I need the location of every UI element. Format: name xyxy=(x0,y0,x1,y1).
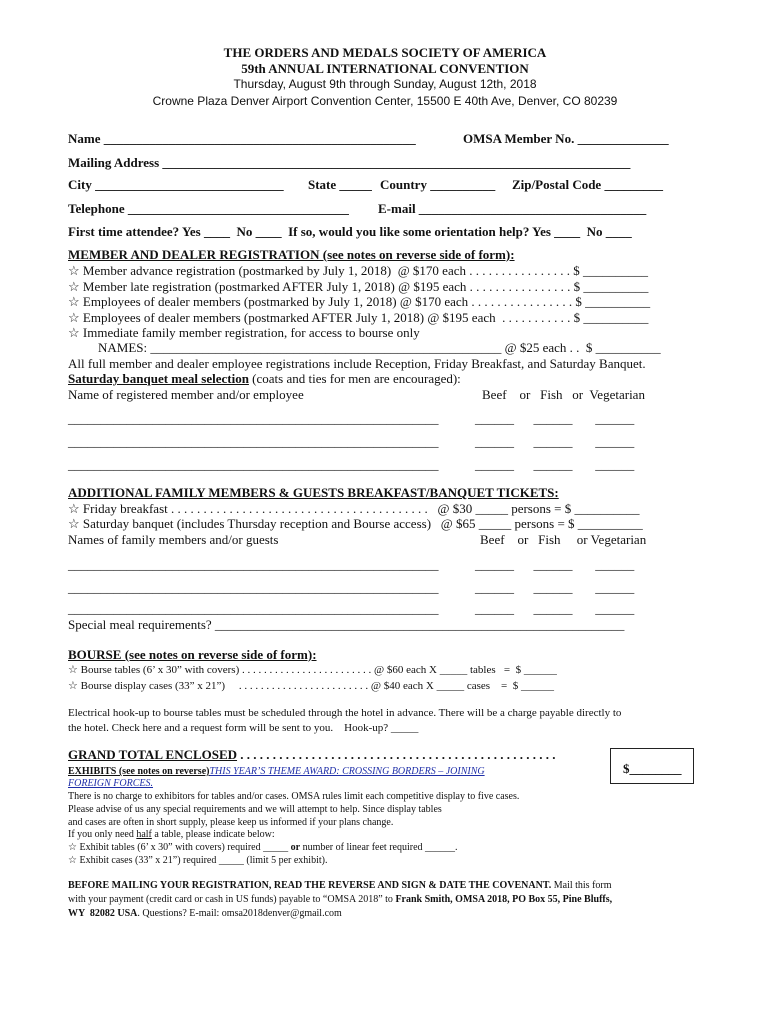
banquet-selection-line xyxy=(68,372,461,385)
footer-line-1 xyxy=(68,881,612,891)
guests-heading: ADDITIONAL FAMILY MEMBERS & GUESTS BREAKFAST/BANQUET TICKETS: xyxy=(68,485,559,500)
grand-total-box[interactable] xyxy=(610,748,694,784)
org-title: THE ORDERS AND MEDALS SOCIETY OF AMERICA xyxy=(223,45,547,60)
bourse-heading: BOURSE (see notes on reverse side of form): xyxy=(68,647,317,662)
grand-total-amount[interactable]: $________ xyxy=(623,761,682,776)
guest-names-column: Names of family members and/or guests xyxy=(68,532,279,547)
country-field[interactable]: Country __________ xyxy=(380,177,496,192)
covenant-warning: BEFORE MAILING YOUR REGISTRATION, READ THE REVERSE AND SIGN & DATE THE COVENANT. xyxy=(68,880,552,891)
theme-award-link[interactable]: THIS YEAR’S THEME AWARD: CROSSING BORDERS – JOINING xyxy=(209,766,485,777)
exhibits-heading: EXHIBITS (see notes on reverse) xyxy=(68,766,210,777)
member-number-field[interactable]: OMSA Member No. ______________ xyxy=(463,131,669,146)
exhibit-tables-post[interactable]: number of linear feet required ______. xyxy=(300,842,458,853)
saturday-banquet-line[interactable]: ☆ Saturday banquet (includes Thursday reception and Bourse access) @ $65 _____ persons = $ __________ xyxy=(68,516,643,531)
mailing-address-field[interactable]: Mailing Address ________________________________________________________________________ xyxy=(68,155,631,170)
electrical-hookup-field[interactable]: the hotel. Check here and a request form will be sent to you. Hook-up? _____ xyxy=(68,722,419,734)
friday-breakfast-line[interactable]: ☆ Friday breakfast . . . . . . . . . . . . . . . . . . . . . . . . . . . . . . . . . . . . . . . . @ $30 _____ persons = $ __________ xyxy=(68,501,640,516)
registered-member-column: Name of registered member and/or employee xyxy=(68,387,304,402)
convention-dates: Thursday, August 9th through Sunday, August 12th, 2018 xyxy=(233,77,537,91)
family-bourse-line: ☆ Immediate family member registration, for access to bourse only xyxy=(68,325,420,340)
exhibits-heading-line xyxy=(68,767,485,777)
member-late-line[interactable]: ☆ Member late registration (postmarked AFTER July 1, 2018) @ $195 each . . . . . . . . . . . . . . . . $ __________ xyxy=(68,279,649,294)
bourse-tables-line[interactable]: ☆ Bourse tables (6’ x 30” with covers) . . . . . . . . . . . . . . . . . . . . . . . . @ $60 each X _____ tables = $ ______ xyxy=(68,664,557,676)
name-field[interactable]: Name ________________________________________________ xyxy=(68,131,416,146)
member-advance-line[interactable]: ☆ Member advance registration (postmarked by July 1, 2018) @ $170 each . . . . . . . . . . . . . . . . $ __________ xyxy=(68,263,648,278)
guest-meal-blanks[interactable]: ______ ______ ______ xyxy=(475,580,635,595)
member-meal-blanks[interactable]: ______ ______ ______ xyxy=(475,457,635,472)
family-names-field[interactable]: NAMES: ______________________________________________________ @ $25 each . . $ __________ xyxy=(98,340,661,355)
first-time-attendee[interactable]: First time attendee? Yes ____ No ____ If so, would you like some orientation help? Yes ____ No ____ xyxy=(68,224,632,239)
member-meal-blanks[interactable]: ______ ______ ______ xyxy=(475,411,635,426)
member-registration-heading: MEMBER AND DEALER REGISTRATION (see notes on reverse side of form): xyxy=(68,247,515,262)
guest-name-blank[interactable]: _________________________________________________________ xyxy=(68,601,439,616)
exhibit-tables-or: or xyxy=(290,842,301,853)
member-name-blank[interactable]: _________________________________________________________ xyxy=(68,411,439,426)
questions-email[interactable]: . Questions? E-mail: omsa2018denver@gmail.com xyxy=(137,908,342,919)
banquet-selection-heading: Saturday banquet meal selection xyxy=(68,371,249,386)
guest-meal-blanks[interactable]: ______ ______ ______ xyxy=(475,557,635,572)
exhibit-tables-pre[interactable]: ☆ Exhibit tables (6’ x 30” with covers) required _____ xyxy=(68,842,291,853)
half-table-note xyxy=(68,830,275,840)
half-table-pre: If you only need xyxy=(68,829,137,840)
member-meal-blanks[interactable]: ______ ______ ______ xyxy=(475,434,635,449)
exhibit-tables-line[interactable] xyxy=(68,843,458,853)
member-name-blank[interactable]: _________________________________________________________ xyxy=(68,434,439,449)
member-name-blank[interactable]: _________________________________________________________ xyxy=(68,457,439,472)
mailing-address-state: WY 82082 USA xyxy=(68,908,138,919)
exhibit-note-1: There is no charge to exhibitors for tables and/or cases. OMSA rules limit each competitive display to five cases. xyxy=(68,791,520,802)
zip-field[interactable]: Zip/Postal Code _________ xyxy=(512,177,663,192)
telephone-field[interactable]: Telephone __________________________________ xyxy=(68,201,349,216)
exhibit-cases-line[interactable]: ☆ Exhibit cases (33” x 21”) required _____ (limit 5 per exhibit). xyxy=(68,855,328,866)
theme-award-link-continued[interactable]: FOREIGN FORCES. xyxy=(68,778,153,789)
grand-total-label: GRAND TOTAL ENCLOSED xyxy=(68,747,238,762)
city-field[interactable]: City _____________________________ xyxy=(68,177,284,192)
dealer-employee-advance-line[interactable]: ☆ Employees of dealer members (postmarked by July 1, 2018) @ $170 each . . . . . . . . . . . . . . . . $ __________ xyxy=(68,294,651,309)
convention-title: 59th ANNUAL INTERNATIONAL CONVENTION xyxy=(241,61,529,76)
footer-line-3 xyxy=(68,909,342,919)
mail-instruction: Mail this form xyxy=(551,880,612,891)
mailing-address: Frank Smith, OMSA 2018, PO Box 55, Pine Bluffs, xyxy=(395,894,613,905)
convention-venue: Crowne Plaza Denver Airport Convention Center, 15500 E 40th Ave, Denver, CO 80239 xyxy=(152,94,618,108)
half-word: half xyxy=(136,829,152,840)
registration-inclusion-note: All full member and dealer employee registrations include Reception, Friday Breakfast, and Saturday Banquet. xyxy=(68,356,646,371)
special-meal-field[interactable]: Special meal requirements? _______________________________________________________________ xyxy=(68,617,625,632)
bourse-cases-line[interactable]: ☆ Bourse display cases (33” x 21”) . . . . . . . . . . . . . . . . . . . . . . . . @ $40 each X _____ cases = $ ______ xyxy=(68,680,554,692)
state-field[interactable]: State _____ xyxy=(308,177,372,192)
grand-total-dots: . . . . . . . . . . . . . . . . . . . . . . . . . . . . . . . . . . . . . . . . . . . . . . . . . xyxy=(237,747,556,762)
payment-instruction: with your payment (credit card or cash in US funds) payable to “OMSA 2018” to xyxy=(68,894,396,905)
banquet-dress-note: (coats and ties for men are encouraged): xyxy=(248,371,461,386)
exhibit-note-2: Please advise of us any special requirements and we will attempt to help. Since display tables xyxy=(68,804,442,815)
meal-choice-columns: Beef or Fish or Vegetarian xyxy=(482,387,645,402)
grand-total-line xyxy=(68,748,556,761)
email-field[interactable]: E-mail ___________________________________ xyxy=(378,201,647,216)
footer-line-2 xyxy=(68,895,612,905)
guest-meal-columns: Beef or Fish or Vegetarian xyxy=(480,532,647,547)
half-table-post: a table, please indicate below: xyxy=(151,829,275,840)
guest-name-blank[interactable]: _________________________________________________________ xyxy=(68,580,439,595)
dealer-employee-late-line[interactable]: ☆ Employees of dealer members (postmarked AFTER July 1, 2018) @ $195 each . . . . . . . . . . . $ __________ xyxy=(68,310,649,325)
exhibit-note-3: and cases are often in short supply, please keep us informed if your plans change. xyxy=(68,817,394,828)
guest-name-blank[interactable]: _________________________________________________________ xyxy=(68,557,439,572)
electrical-note-1: Electrical hook-up to bourse tables must be scheduled through the hotel in advance. There will be a charge payable directly to xyxy=(68,707,622,719)
guest-meal-blanks[interactable]: ______ ______ ______ xyxy=(475,601,635,616)
